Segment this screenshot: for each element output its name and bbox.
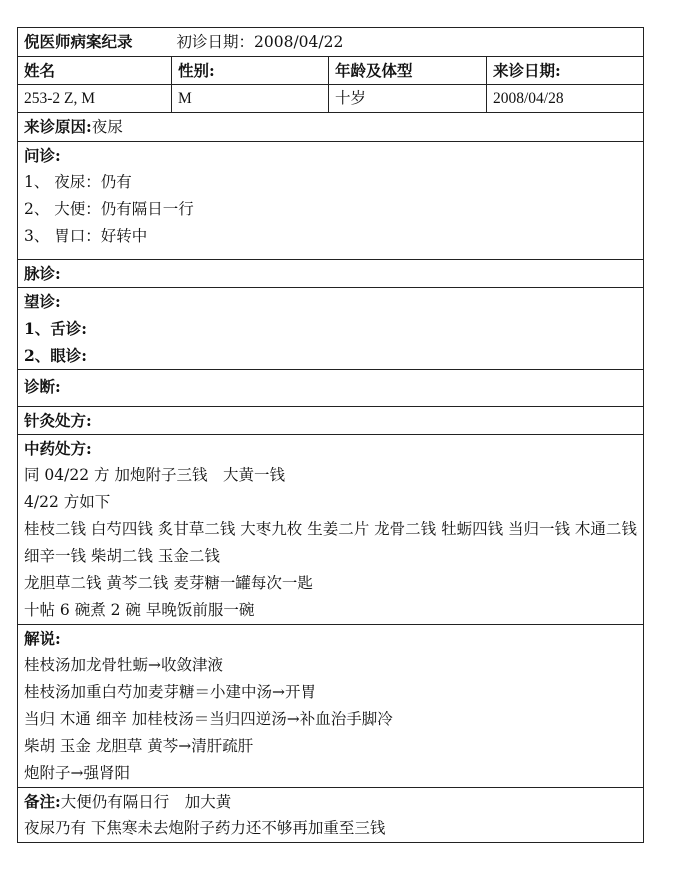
explanation-item: 炮附子→强肾阳 [24,764,130,782]
notes-cell [18,788,644,843]
inquiry-item: 3、 胃口：好转中 [24,227,148,245]
inspection-cell [18,288,644,370]
inquiry-item: 1、 夜尿：仍有 [24,173,132,191]
reason-label: 来诊原因: [24,117,92,136]
inspection-row [18,288,644,370]
inquiry-row [18,142,644,260]
inspection-label: 望诊: [24,292,61,311]
herbal-cell [18,435,644,625]
herbal-line: 龙胆草二钱 黄芩二钱 麦芽糖一罐每次一匙 [24,574,313,592]
eye-exam-label: 2、眼诊: [24,346,88,365]
reason-row [18,113,644,142]
patient-sex: M [172,85,329,113]
name-header: 姓名 [18,57,172,85]
pulse-label: 脉诊: [18,260,644,288]
reason-value: 夜尿 [91,118,123,136]
first-visit-date: 初诊日期：2008/04/22 [176,33,344,51]
pulse-row [18,260,644,288]
explanation-item: 桂枝汤加重白芍加麦芽糖＝小建中汤→开胃 [24,683,316,701]
herbal-row [18,435,644,625]
acupuncture-label: 针灸处方: [18,407,644,435]
patient-visit-date: 2008/04/28 [487,85,644,113]
visit-date-header: 来诊日期: [487,57,644,85]
title-cell [18,28,644,57]
herbal-ingredients: 桂枝二钱 白芍四钱 炙甘草二钱 大枣九枚 生姜二片 龙骨二钱 牡蛎四钱 当归一钱 木通二钱 细辛一钱 柴胡二钱 玉金二钱 [24,520,637,565]
age-header: 年龄及体型 [329,57,487,85]
herbal-dosage: 十帖 6 碗煮 2 碗 早晚饭前服一碗 [24,601,255,619]
notes-label: 备注: [24,792,61,811]
explanation-item: 桂枝汤加龙骨牡蛎→收敛津液 [24,656,223,674]
sex-header: 性别: [172,57,329,85]
herbal-line: 同 04/22 方 加炮附子三钱 大黄一钱 [24,466,285,484]
patient-age: 十岁 [329,85,487,113]
medical-record-table [17,27,644,843]
notes-line: 夜尿乃有 下焦寒未去炮附子药力还不够再加重至三钱 [24,819,386,837]
reason-cell [18,113,644,142]
acupuncture-row [18,407,644,435]
inquiry-cell [18,142,644,260]
explanation-item: 当归 木通 细辛 加桂枝汤＝当归四逆汤→补血治手脚冷 [24,710,393,728]
title-row [18,28,644,57]
inquiry-item: 2、 大便：仍有隔日一行 [24,200,194,218]
explanation-item: 柴胡 玉金 龙胆草 黄芩→清肝疏肝 [24,737,254,755]
diagnosis-label: 诊断: [18,370,644,407]
diagnosis-row [18,370,644,407]
patient-name: 253-2 Z, M [18,85,172,113]
column-header-row [18,57,644,85]
record-title: 倪医师病案纪录 [24,32,133,51]
explanation-cell [18,625,644,788]
herbal-label: 中药处方: [24,439,92,458]
explanation-label: 解说: [24,629,61,648]
inquiry-label: 问诊: [24,146,61,165]
patient-values-row [18,85,644,113]
notes-line: 大便仍有隔日行 加大黄 [60,793,232,811]
notes-row [18,788,644,843]
explanation-row [18,625,644,788]
herbal-line: 4/22 方如下 [24,493,111,511]
tongue-exam-label: 1、舌诊: [24,319,88,338]
